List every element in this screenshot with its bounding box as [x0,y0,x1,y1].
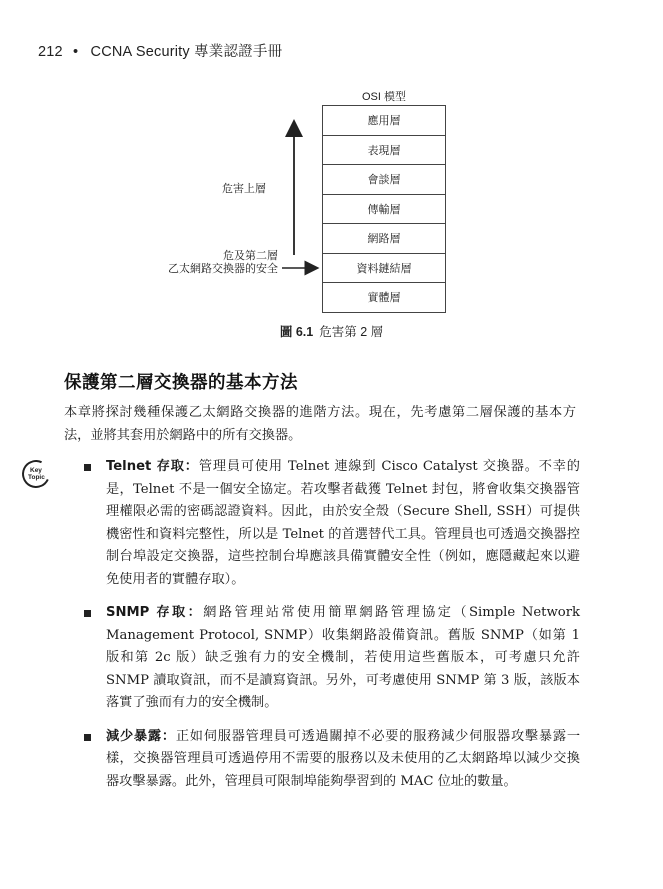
osi-layer-presentation: 表現層 [323,135,445,165]
list-item [70,602,580,715]
section-title: 保護第二層交換器的基本方法 [64,373,298,393]
page-number: 212 [38,44,63,60]
square-bullet-icon [84,734,91,741]
bullet-text: 正如伺服器管理員可透過關掉不必要的服務減少伺服器攻擊暴露一樣，交換器管理員可透過停用不需要的服務以及未使用的乙太網路埠以減少交換器攻擊暴露。此外，管理員可限制埠能夠學習到的 MAC 位址的數量。 [106,728,581,789]
figure-caption [0,322,663,340]
bullet-term: SNMP 存取： [106,605,204,620]
osi-layer-session: 會談層 [323,164,445,194]
caption-number: 圖 6.1 [279,325,314,339]
bullet-text: 管理員可使用 Telnet 連線到 Cisco Catalyst 交換器。不幸的是，Telnet 不是一個安全協定。若攻擊者截獲 Telnet 封包，將會收集交換器管理權限必需的密碼認證資料。因此，由於安全殼（Secure Shell, SSH）可提供機密性和資料完整性，所以是 Telnet 的首選替代工具。管理員也可透過交換器控制台埠設定交換器，這些控制台埠應該具備實體安全性（例如，應隱藏起來以避免使用者的實體存取）。 [106,459,580,587]
caption-text: 危害第 2 層 [319,325,384,339]
osi-layer-application: 應用層 [367,115,401,128]
header-bullet: • [73,44,79,60]
bullet-term: 減少暴露： [106,728,176,744]
osi-title: OSI 模型 [361,91,406,103]
key-topic-line1: Key [30,467,42,474]
intro-paragraph: 本章將探討幾種保護乙太網路交換器的進階方法。現在，先考慮第二層保護的基本方法，並將其套用於網路中的所有交換器。 [64,405,576,443]
list-item [70,726,580,794]
book-title: CCNA Security 專業認證手冊 [90,44,283,60]
osi-layer-datalink: 資料鏈結層 [323,253,445,283]
osi-layer-network: 網路層 [323,223,445,253]
label-l2-line2: 乙太網路交換器的安全 [168,263,278,275]
label-l2-line1: 危及第二層 [223,250,278,262]
osi-layer-transport: 傳輸層 [323,194,445,224]
osi-stack [322,105,446,313]
key-topic-line2: Topic [28,474,45,481]
bullet-term: Telnet 存取： [106,459,199,474]
square-bullet-icon [84,610,91,617]
label-l2-compromise [160,250,278,276]
bullet-text: 網路管理站常使用簡單網路管理協定（Simple Network Management Protocol, SNMP）收集網路設備資訊。舊版 SNMP（如第 1 版和第 2c 版）缺乏強有力的安全機制，若使用這些舊版本，可考慮只允許 SNMP 讀取資訊，而不是讀寫資訊。另外，可考慮使用 SNMP 第 3 版，該版本落實了強而有力的安全機制。 [106,605,580,710]
osi-layer-physical: 實體層 [323,282,445,312]
key-topic-icon [22,460,50,488]
bullet-list [70,456,580,804]
label-compromise-up: 危害上層 [222,183,266,195]
figure-osi-model [0,0,663,345]
square-bullet-icon [84,464,91,471]
list-item [70,456,580,591]
